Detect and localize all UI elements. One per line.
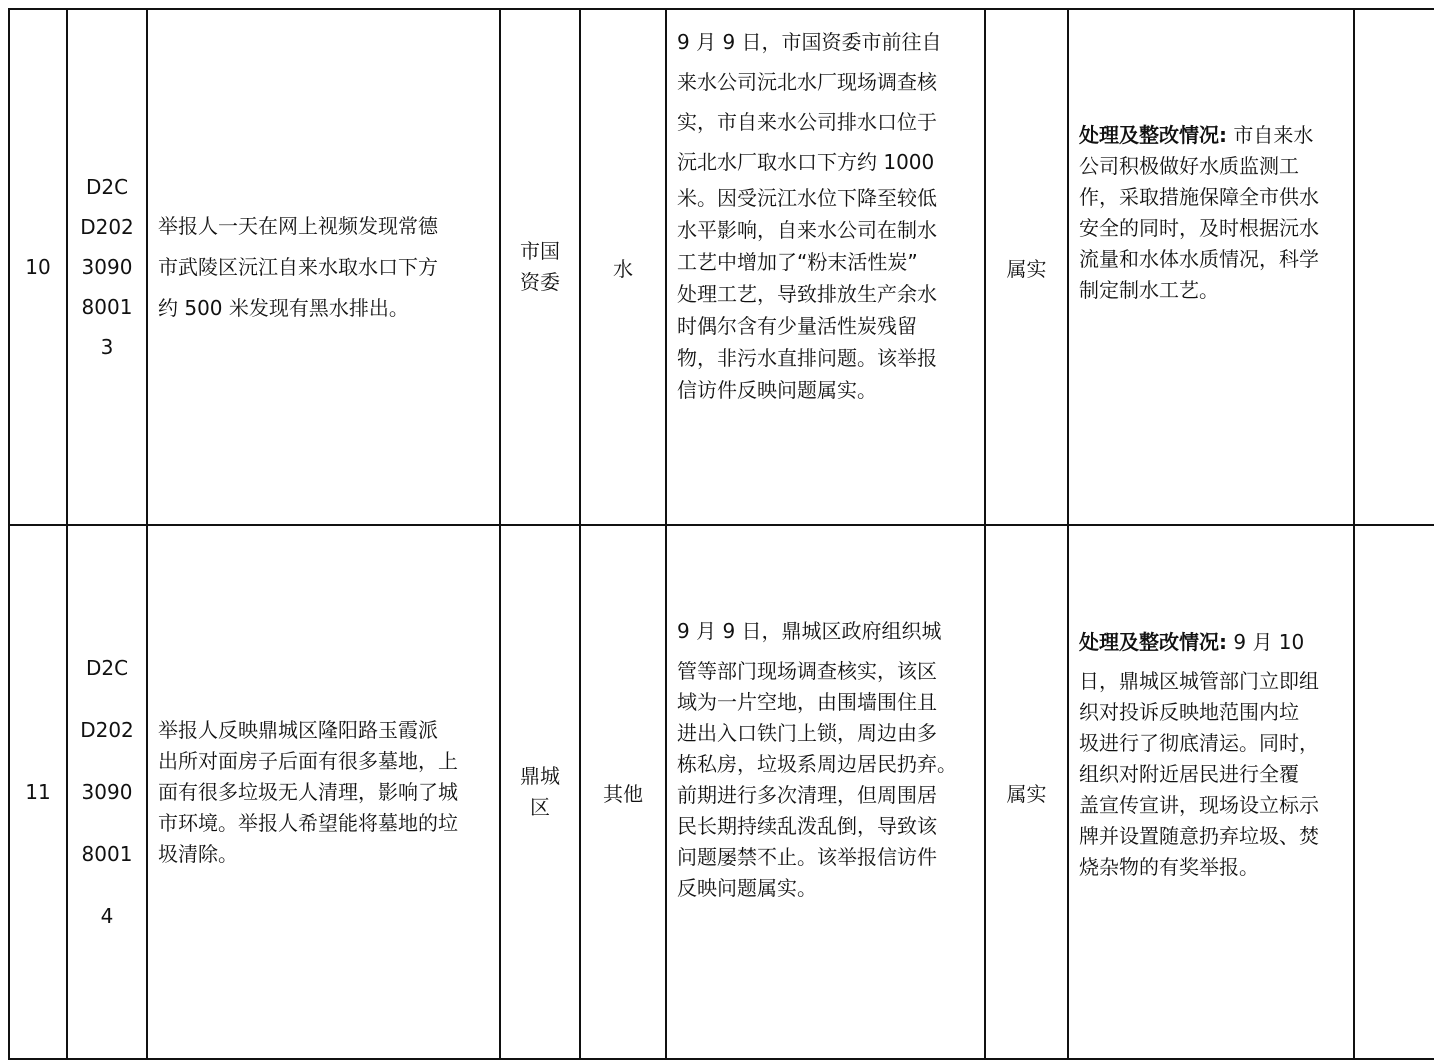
responsible-unit: 市国 资委	[500, 9, 580, 525]
complaint-content: 举报人反映鼎城区隆阳路玉霞派 出所对面房子后面有很多墓地，上 面有很多垃圾无人清理，影响了城 市环境。举报人希望能将墓地的垃 圾清除。	[147, 525, 500, 1059]
investigation-result: 9 月 9 日，市国资委市前往自 来水公司沅北水厂现场调查核 实，市自来水公司排水口位于 沅北水厂取水口下方约 1000 米。因受沅江水位下降至较低 水平影响，自来水公司在制水 工艺中增加了“粉末活性炭” 处理工艺，导致排放生产余水 时偶尔含有少量活性炭残留 物，非污水直排问题。该举报 信访件反映问题属实。	[666, 9, 985, 525]
table-row	[9, 525, 1434, 1059]
complaint-content: 举报人一天在网上视频发现常德 市武陵区沅江自来水取水口下方 约 500 米发现有黑水排出。	[147, 9, 500, 525]
remarks	[1354, 525, 1434, 1059]
complaint-table	[8, 8, 1434, 1060]
handling-label: 处理及整改情况:	[1079, 630, 1227, 654]
verdict: 属实	[985, 9, 1068, 525]
verdict: 属实	[985, 525, 1068, 1059]
responsible-unit: 鼎城 区	[500, 525, 580, 1059]
remarks	[1354, 9, 1434, 525]
handling-label: 处理及整改情况:	[1079, 123, 1227, 147]
row-number: 11	[9, 525, 67, 1059]
handling-status: 处理及整改情况: 9 月 10 日，鼎城区城管部门立即组 织对投诉反映地范围内垃 圾进行了彻底清运。同时， 组织对附近居民进行全覆 盖宣传宣讲，现场设立标示 牌并设置随意扔弃垃圾、焚 烧杂物的有奖举报。	[1068, 525, 1354, 1059]
case-id: D2C D202 3090 8001 4	[67, 525, 147, 1059]
case-id: D2C D202 3090 8001 3	[67, 9, 147, 525]
pollution-category: 水	[580, 9, 666, 525]
table-row	[9, 9, 1434, 525]
pollution-category: 其他	[580, 525, 666, 1059]
investigation-result: 9 月 9 日，鼎城区政府组织城 管等部门现场调查核实，该区 域为一片空地，由围墙围住且 进出入口铁门上锁，周边由多 栋私房，垃圾系周边居民扔弃。 前期进行多次清理，但周围居 民长期持续乱泼乱倒，导致该 问题屡禁不止。该举报信访件 反映问题属实。	[666, 525, 985, 1059]
handling-status: 处理及整改情况: 市自来水 公司积极做好水质监测工 作，采取措施保障全市供水 安全的同时，及时根据沅水 流量和水体水质情况，科学 制定制水工艺。	[1068, 9, 1354, 525]
row-number: 10	[9, 9, 67, 525]
